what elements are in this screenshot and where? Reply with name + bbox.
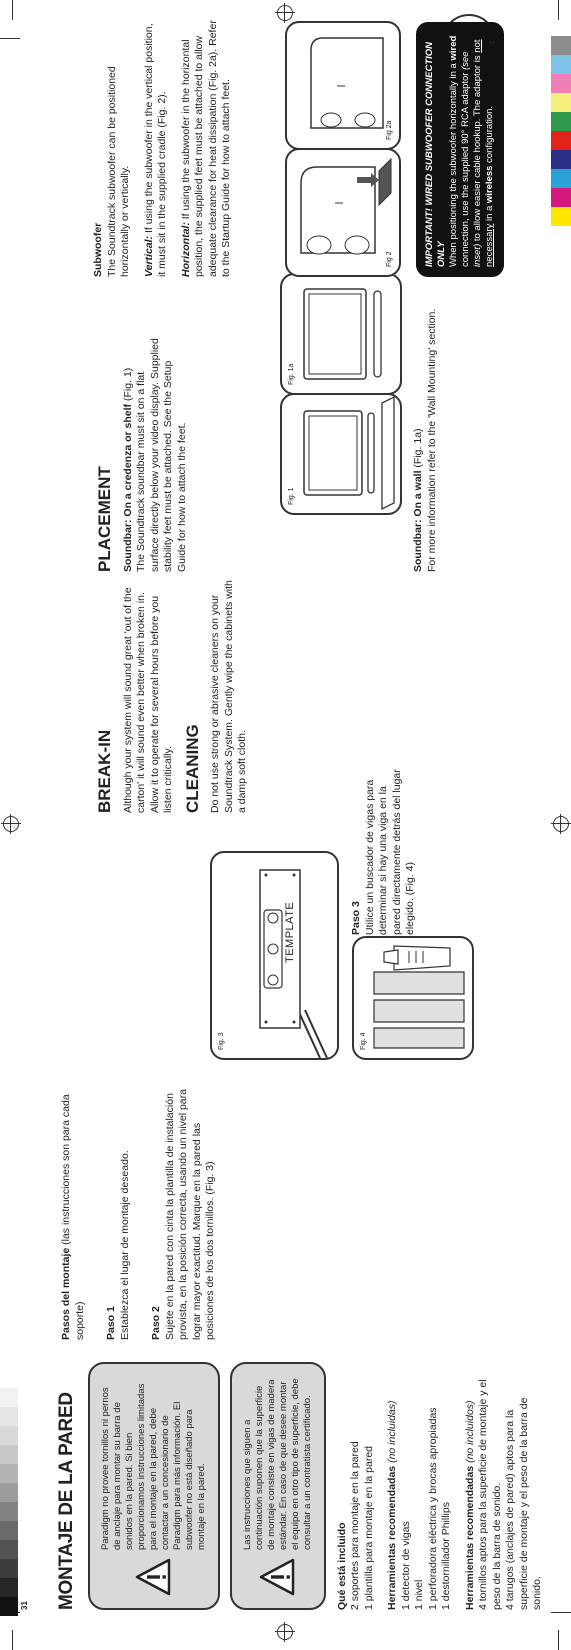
- subwoofer-horizontal-illustration: [287, 23, 399, 148]
- hardware-title: Herramientas recomendadas: [463, 1465, 476, 1610]
- figure-4-label: Fig. 4: [360, 1032, 367, 1050]
- breakin-title: BREAK-IN: [95, 729, 114, 813]
- figure-1-label: Fig. 1: [288, 487, 295, 505]
- included-section: [336, 1362, 377, 1610]
- included-item: 1 plantilla para montaje en la pared: [362, 1445, 375, 1610]
- subwoofer-column: [92, 17, 244, 277]
- breakin-column: [92, 578, 260, 813]
- stud-finder-illustration: [354, 938, 472, 1058]
- soundbar-wall-section: [412, 272, 449, 572]
- figure-1a: [280, 273, 402, 395]
- important-title: IMPORTANT! WIRED SUBWOOFER CONNECTION ONLY: [424, 42, 447, 267]
- horizontal-title: Horizontal:: [179, 222, 192, 277]
- warning-box-2: [230, 1362, 326, 1610]
- warning-box-1: [88, 1362, 220, 1610]
- soundbar-wall-title: Soundbar: On a wall: [412, 470, 424, 572]
- step-2: [150, 1080, 218, 1340]
- breakin-text: Although your system will sound great 'out of the carton' it will sound even better when broken in. Allow it to operate for several hours before you listen critically.: [121, 587, 174, 813]
- page-title: MONTAJE DE LA PARED: [56, 1392, 77, 1610]
- soundbar-wall-ref: (Fig. 1a): [412, 428, 424, 468]
- page-number: 31: [20, 1601, 29, 1610]
- figure-1: [280, 393, 402, 515]
- left-column: [56, 1362, 555, 1610]
- hardware-item: 4 tarugos (anclajes de pared) aptos para la superficie de montaje y el peso de la barra de sonido.: [504, 1397, 543, 1610]
- figure-2a: [285, 21, 401, 150]
- warning-icon: [259, 1558, 295, 1596]
- subwoofer-title: Subwoofer: [92, 222, 104, 277]
- step-1: [105, 1080, 132, 1340]
- page-number: 4: [488, 40, 497, 45]
- tools-title: Herramientas recomendadas: [386, 1465, 398, 1610]
- step-1-title: Paso 1: [105, 1306, 117, 1340]
- vertical-text: If using the subwoofer in the vertical position, it must sit in the supplied cradle (Fig. 2).: [142, 23, 168, 277]
- figure-1a-label: Fig. 1a: [288, 363, 295, 385]
- hardware-section: [464, 1362, 545, 1610]
- subwoofer-vertical-illustration: [287, 150, 399, 275]
- step-3-text: Utilice un buscador de vigas para determinar si hay una viga en la pared directamente detrás del lugar elegido. (Fig. 4): [363, 769, 416, 935]
- placement-column: [92, 337, 199, 572]
- template-illustration: [212, 853, 337, 1058]
- left-page: [0, 825, 571, 1650]
- horizontal-section: [180, 17, 234, 277]
- tools-section: [386, 1362, 454, 1610]
- cleaning-text: Do not use strong or abrasive cleaners on your Soundtrack System. Gently wipe the cabinets with a damp soft cloth.: [209, 580, 248, 813]
- tool-item: 1 perforadora eléctrica y brocas apropiadas: [426, 1407, 439, 1610]
- vertical-title: Vertical:: [142, 235, 155, 277]
- warning-icon: [135, 1558, 171, 1596]
- soundbar-shelf-ref: (Fig. 1): [121, 367, 134, 402]
- warning-text-2: Las instrucciones que siguen a continuación suponen que la superficie de montaje consiste en vigas de madera estándar. En caso de que desee montar el equipo en otro tipo de superficie, debe consultar a un contratista certificado.: [241, 1378, 313, 1550]
- step-3-wrapper: [350, 765, 460, 935]
- figure-3: [210, 851, 339, 1060]
- soundbar-shelf-illustration: [282, 395, 400, 513]
- soundbar-shelf-text: The Soundtrack soundbar must sit on a flat surface directly below your video display. Supplied stability feet must be attached. See the Setup Guide for how to attach the feet.: [135, 338, 188, 572]
- soundbar-shelf-title: Soundbar: On a credenza or shelf: [121, 403, 134, 572]
- figure-4: [352, 936, 474, 1060]
- warning-text-1: Paradigm no provee tornillos ni pernos de anclaje para montar su barra de sonidos en la pared. Si bien proporcionamos instrucciones limitadas para el montaje en la pared, debe contactar a un concesionario de Paradigm para más información. El subwoofer no está diseñado para montaje en la pared.: [99, 1383, 207, 1550]
- tools-note: (no incluidas): [386, 1400, 398, 1463]
- steps-header: [60, 1080, 87, 1340]
- included-title: Qué está incluido: [335, 1522, 348, 1610]
- tool-item: 1 nivel: [413, 1579, 425, 1610]
- step-2-text: Sujete en la pared con cinta la plantilla de instalación provista, en la posición correcta, usando un nivel para lograr mayor exactitud. Marque en la pared las posiciones de los dos tornillos. (Fig. 3): [163, 1089, 216, 1340]
- figure-2-label: Fig 2: [386, 251, 393, 267]
- horizontal-text: If using the subwoofer in the horizontal position, the supplied feet must be attached to allow adequate clearance for heat dissipation (Fig. 2a). Refer to the Startup Guide for how to attach feet.: [179, 20, 232, 277]
- included-item: 2 soportes para montaje en la pared: [349, 1441, 361, 1610]
- soundbar-wall-text: For more information refer to the 'Wall Mounting' section.: [425, 308, 438, 572]
- soundbar-wall-illustration: [282, 275, 400, 393]
- steps-column: [60, 1080, 228, 1340]
- steps-title: Pasos del montaje: [60, 1247, 72, 1340]
- cleaning-title: CLEANING: [182, 724, 202, 813]
- hardware-item: 4 tornillos aptos para la superficie de montaje y el peso de la barra de sonido.: [477, 1379, 503, 1610]
- step-3-title: Paso 3: [350, 901, 362, 935]
- vertical-section: [143, 17, 170, 277]
- important-text: When positioning the subwoofer horizontally in a wired connection, use the supplied 90° RCA adaptor (see inset) to allow easier cable hookup. The adaptor is not necessary in a wireless configuration.: [448, 35, 495, 267]
- placement-title: PLACEMENT: [95, 466, 114, 572]
- steps-note: (las instrucciones son para cada soporte): [60, 1094, 86, 1340]
- template-label: TEMPLATE: [284, 901, 296, 963]
- step-2-title: Paso 2: [150, 1306, 162, 1340]
- figure-2: [285, 148, 401, 277]
- subwoofer-intro: [92, 17, 133, 277]
- figure-2a-label: Fig 2a: [386, 120, 393, 140]
- soundbar-shelf-section: [122, 337, 190, 572]
- step-1-text: Establezca el lugar de montaje deseado.: [118, 1150, 131, 1340]
- important-box: [416, 22, 504, 277]
- tool-item: 1 destornillador Phillips: [440, 1502, 452, 1610]
- subwoofer-text: The Soundtrack subwoofer can be positioned horizontally or vertically.: [105, 66, 131, 277]
- hardware-note: (no incluidos): [463, 1400, 476, 1463]
- figure-3-label: Fig. 3: [218, 1032, 225, 1050]
- tool-item: 1 detector de vigas: [399, 1521, 412, 1610]
